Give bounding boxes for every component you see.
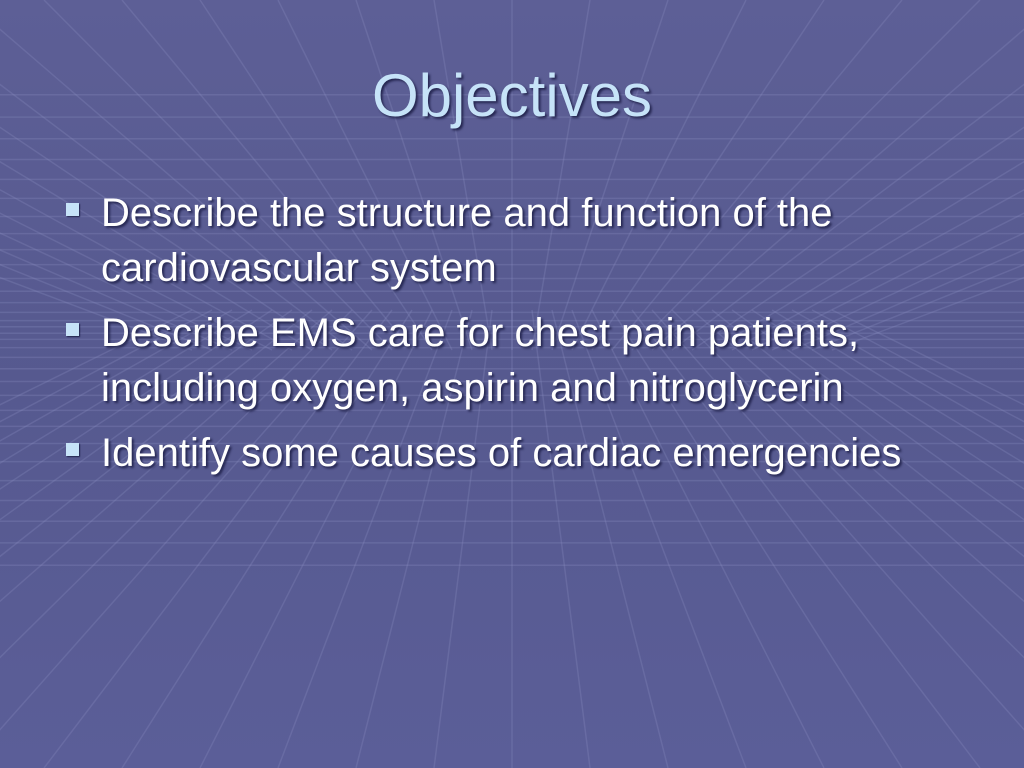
bullet-item <box>62 306 982 416</box>
square-bullet-icon <box>66 443 79 456</box>
slide-title: Objectives <box>371 62 653 129</box>
square-bullet-icon <box>66 203 79 216</box>
bullet-item <box>62 186 982 296</box>
bullet-text: Identify some causes of cardiac emergencies <box>101 431 902 475</box>
square-bullet-icon <box>66 323 79 336</box>
bullet-list <box>62 186 982 491</box>
bullet-item <box>62 426 982 481</box>
bullet-text: Describe EMS care for chest pain patients, including oxygen, aspirin and nitroglycerin <box>101 311 860 410</box>
bullet-text: Describe the structure and function of the cardiovascular system <box>101 191 833 290</box>
